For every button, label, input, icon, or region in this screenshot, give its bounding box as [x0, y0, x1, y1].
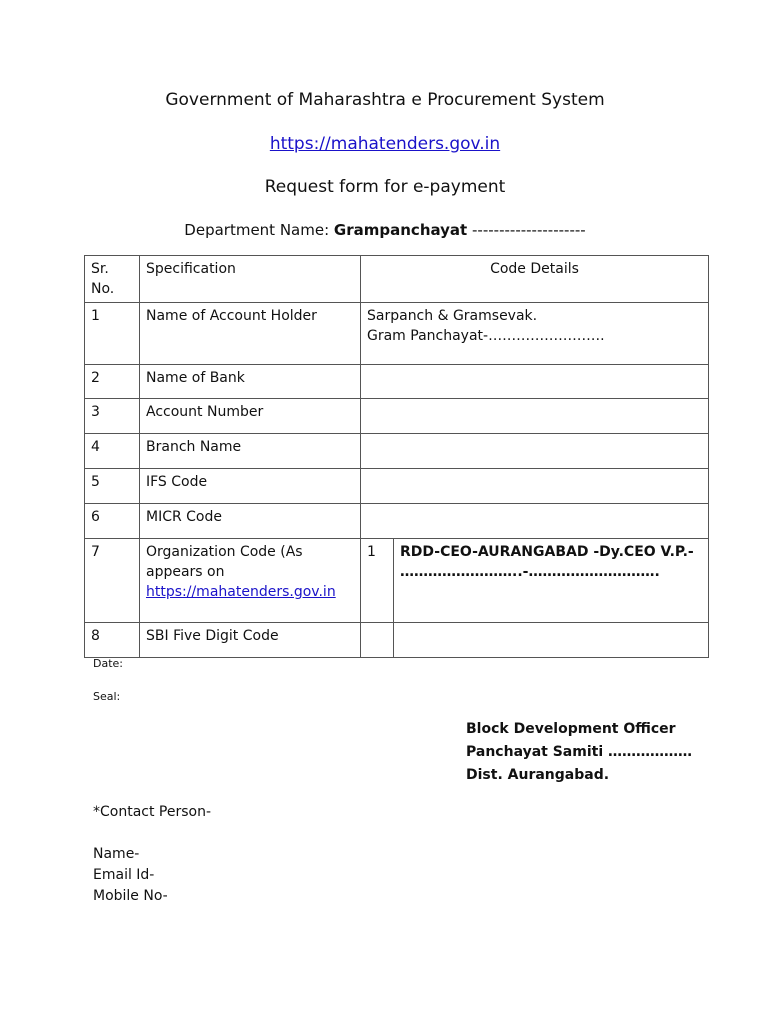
row-sr: 1: [85, 303, 140, 365]
form-subtitle: Request form for e-payment: [264, 177, 506, 197]
row-detail: [361, 303, 709, 365]
table-row: [85, 623, 709, 658]
sr-header: [85, 256, 140, 303]
detail-line1: Sarpanch & Gramsevak.: [367, 308, 538, 324]
contact-block: [93, 802, 211, 907]
table-row: [85, 469, 709, 504]
organization-code: [394, 539, 709, 623]
code-number: 1: [361, 539, 394, 623]
sr-header-line1: Sr.: [91, 261, 109, 277]
page-title: Government of Maharashtra e Procurement System: [165, 90, 605, 110]
org-code-line1: RDD-CEO-AURANGABAD -Dy.CEO V.P.-: [400, 544, 694, 560]
row-spec: MICR Code: [140, 504, 361, 539]
table-row: [85, 539, 709, 623]
code-number: [361, 623, 394, 658]
table-row: [85, 504, 709, 539]
signatory-block: [466, 718, 692, 787]
row-spec: [140, 539, 361, 623]
table-row: [85, 303, 709, 365]
payment-details-table: [84, 255, 709, 658]
header-url: [0, 134, 770, 154]
spec-line2: appears on: [146, 564, 225, 580]
department-line: [0, 221, 770, 239]
table-row: [85, 365, 709, 399]
mahatenders-link[interactable]: https://mahatenders.gov.in: [269, 134, 501, 154]
spec-header: Specification: [140, 256, 361, 303]
org-code-line2: ……………………..-……………………….: [400, 564, 660, 580]
contact-mobile: Mobile No-: [93, 888, 168, 904]
row-sr: 4: [85, 434, 140, 469]
row-detail: [361, 399, 709, 434]
contact-name: Name-: [93, 846, 140, 862]
organization-code-link[interactable]: https://mahatenders.gov.in: [146, 584, 336, 600]
table-row: [85, 399, 709, 434]
row-spec: SBI Five Digit Code: [140, 623, 361, 658]
row-detail: [394, 623, 709, 658]
row-sr: 2: [85, 365, 140, 399]
row-detail: [361, 365, 709, 399]
table-row: [85, 434, 709, 469]
spec-line1: Organization Code (As: [146, 544, 303, 560]
signatory-title: Block Development Officer: [466, 721, 676, 737]
seal-label: Seal:: [93, 690, 121, 703]
department-label: Department Name:: [184, 221, 330, 239]
date-label: Date:: [93, 657, 123, 670]
row-spec: Name of Bank: [140, 365, 361, 399]
contact-email: Email Id-: [93, 867, 155, 883]
row-detail: [361, 504, 709, 539]
signatory-office: Panchayat Samiti ………………: [466, 744, 693, 760]
row-spec: Branch Name: [140, 434, 361, 469]
contact-heading: *Contact Person-: [93, 804, 212, 820]
table-header-row: [85, 256, 709, 303]
row-sr: 3: [85, 399, 140, 434]
row-spec: Name of Account Holder: [140, 303, 361, 365]
row-sr: 7: [85, 539, 140, 623]
row-sr: 8: [85, 623, 140, 658]
row-sr: 6: [85, 504, 140, 539]
department-dashes: ---------------------: [472, 221, 586, 239]
sr-header-line2: No.: [91, 281, 115, 297]
detail-line2: Gram Panchayat-…………………….: [367, 328, 605, 344]
department-name: Grampanchayat: [333, 221, 468, 239]
row-spec: IFS Code: [140, 469, 361, 504]
row-detail: [361, 434, 709, 469]
row-sr: 5: [85, 469, 140, 504]
signatory-district: Dist. Aurangabad.: [466, 767, 610, 783]
row-spec: Account Number: [140, 399, 361, 434]
row-detail: [361, 469, 709, 504]
details-header: Code Details: [361, 256, 709, 303]
